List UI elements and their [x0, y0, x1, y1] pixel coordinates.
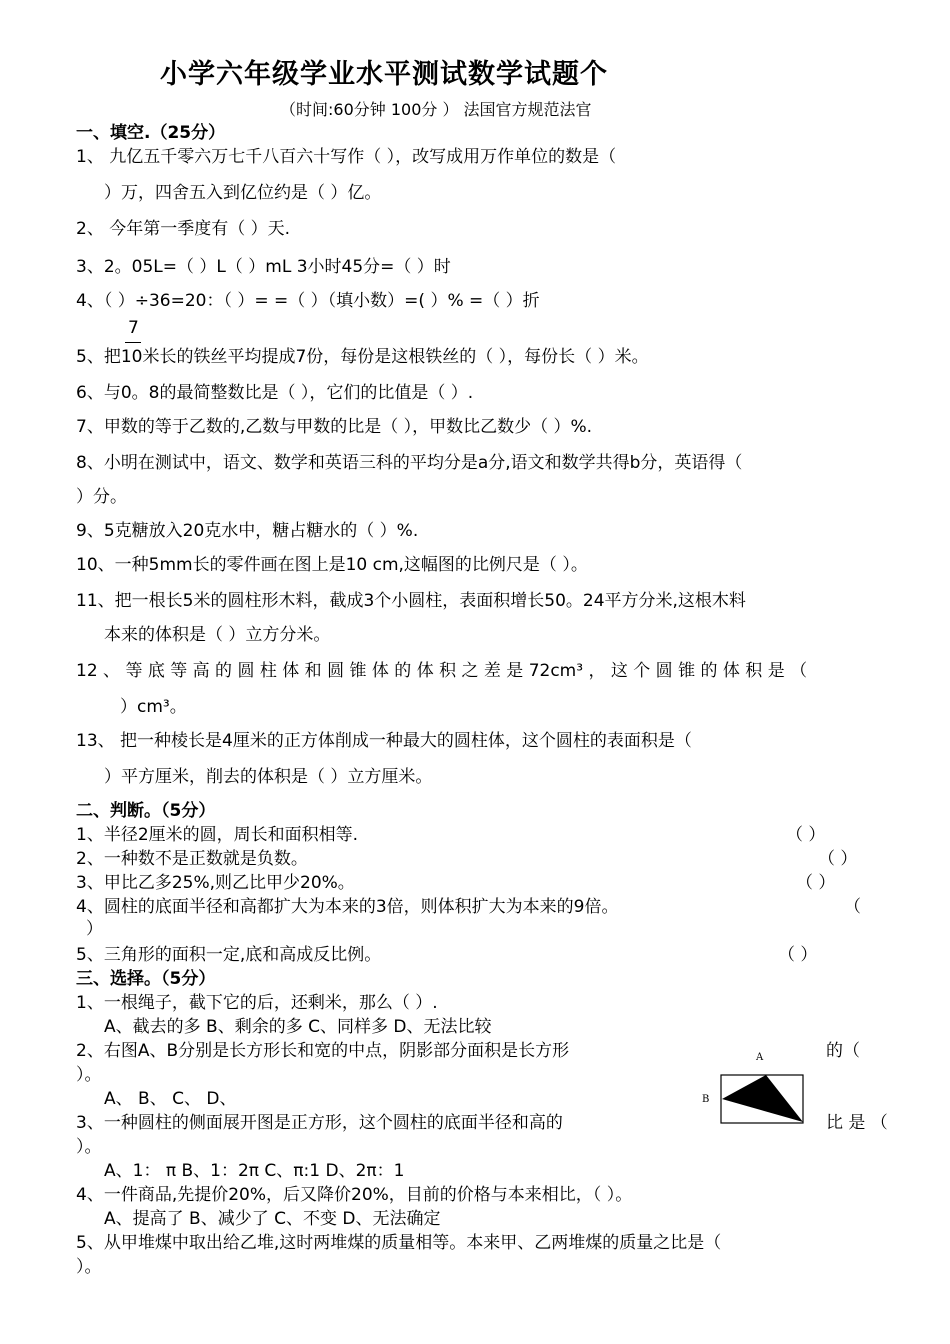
- choice-3-tail: 比 是 （: [826, 1113, 888, 1133]
- judge-2-parens: （ ）: [818, 849, 858, 869]
- judge-1: 1、半径2厘米的圆，周长和面积相等.: [76, 825, 359, 845]
- judge-4: 4、圆柱的底面半径和高都扩大为本来的3倍，则体积扩大为本来的9倍。: [76, 897, 619, 917]
- choice-3: 3、一种圆柱的侧面展开图是正方形，这个圆柱的底面半径和高的: [76, 1113, 563, 1133]
- choice-4: 4、一件商品,先提价20%，后又降价20%，目前的价格与本来相比，（ ）。: [76, 1185, 633, 1205]
- question-3: 3、2。05L=（ ）L（ ）mL 3小时45分=（ ）时: [76, 257, 451, 277]
- question-8-line1: 8、小明在测试中，语文、数学和英语三科的平均分是a分,语文和数学共得b分，英语得（: [76, 453, 743, 473]
- question-8-line2: ）分。: [76, 487, 127, 507]
- choice-2-tail: 的（: [826, 1041, 860, 1061]
- page-subtitle: （时间:60分钟 100分 ） 法国官方规范法官: [280, 100, 592, 119]
- choice-2: 2、右图A、B分别是长方形长和宽的中点，阴影部分面积是长方形: [76, 1041, 570, 1061]
- choice-2-options: A、 B、 C、 D、: [104, 1089, 237, 1109]
- question-5: 5、把10米长的铁丝平均提成7份，每份是这根铁丝的（ ），每份长（ ）米。: [76, 347, 649, 367]
- choice-3-options: A、1： π B、1：2π C、π:1 D、2π：1: [104, 1161, 405, 1181]
- choice-3-line2: ）。: [76, 1137, 102, 1157]
- question-12-line2: ）cm³。: [120, 697, 187, 717]
- question-10: 10、一种5mm长的零件画在图上是10 cm,这幅图的比例尺是（ ）。: [76, 555, 588, 575]
- figure-label-a: A: [756, 1052, 764, 1063]
- judge-4-parens-close: ）: [86, 919, 103, 939]
- choice-1-options: A、截去的多 B、剩余的多 C、同样多 D、无法比较: [104, 1017, 492, 1037]
- question-11-line2: 本来的体积是（ ）立方分米。: [104, 625, 331, 645]
- question-12-line1: 12 、 等 底 等 高 的 圆 柱 体 和 圆 锥 体 的 体 积 之 差 是 72cm³ ， 这 个 圆 锥 的 体 积 是 （: [76, 661, 808, 681]
- section3-heading: 三、选择。（5分）: [76, 969, 216, 989]
- question-4: 4、（ ）÷36=20：（ ）= =（ ）（填小数）=( ）% =（ ）折: [76, 291, 540, 311]
- judge-5: 5、三角形的面积一定,底和高成反比例。: [76, 945, 382, 965]
- question-13-line1: 13、 把一种棱长是4厘米的正方体削成一种最大的圆柱体，这个圆柱的表面积是（: [76, 731, 692, 751]
- question-1-line2: ）万，四舍五入到亿位约是（ ）亿。: [104, 183, 382, 203]
- choice-2-line2: ）。: [76, 1065, 102, 1085]
- section1-heading: 一、填空.（25分）: [76, 123, 226, 143]
- judge-5-parens: （ ）: [778, 945, 818, 965]
- question-1-line1: 1、 九亿五千零六万七千八百六十写作（ ），改写成用万作单位的数是（: [76, 147, 617, 167]
- question-9: 9、5克糖放入20克水中，糖占糖水的（ ）%.: [76, 521, 419, 541]
- figure-shaded-triangle: [722, 1075, 803, 1122]
- choice-5: 5、从甲堆煤中取出给乙堆,这时两堆煤的质量相等。本来甲、乙两堆煤的质量之比是（: [76, 1233, 722, 1253]
- judge-3: 3、甲比乙多25%,则乙比甲少20%。: [76, 873, 355, 893]
- judge-4-parens: （: [844, 897, 861, 917]
- rectangle-shaded-triangle-figure: [720, 1074, 806, 1126]
- section2-heading: 二、判断。（5分）: [76, 801, 216, 821]
- page-title: 小学六年级学业水平测试数学试题个: [160, 59, 608, 90]
- fraction-bar: [125, 342, 141, 343]
- question-11-line1: 11、把一根长5米的圆柱形木料，截成3个小圆柱，表面积增长50。24平方分米,这根木料: [76, 591, 746, 611]
- question-7: 7、甲数的等于乙数的,乙数与甲数的比是（ ），甲数比乙数少（ ）%.: [76, 417, 593, 437]
- fraction-numerator: 7: [128, 318, 139, 338]
- question-13-line2: ）平方厘米，削去的体积是（ ）立方厘米。: [104, 767, 433, 787]
- question-2: 2、 今年第一季度有（ ）天.: [76, 219, 291, 239]
- choice-4-options: A、提高了 B、减少了 C、不变 D、无法确定: [104, 1209, 441, 1229]
- choice-5-line2: ）。: [76, 1257, 102, 1277]
- choice-1: 1、一根绳子，截下它的后，还剩米，那么（ ）.: [76, 993, 438, 1013]
- judge-3-parens: （ ）: [796, 873, 836, 893]
- judge-1-parens: （ ）: [786, 825, 826, 845]
- figure-label-b: B: [702, 1094, 710, 1105]
- judge-2: 2、一种数不是正数就是负数。: [76, 849, 308, 869]
- question-6: 6、与0。8的最简整数比是（ ），它们的比值是（ ）.: [76, 383, 474, 403]
